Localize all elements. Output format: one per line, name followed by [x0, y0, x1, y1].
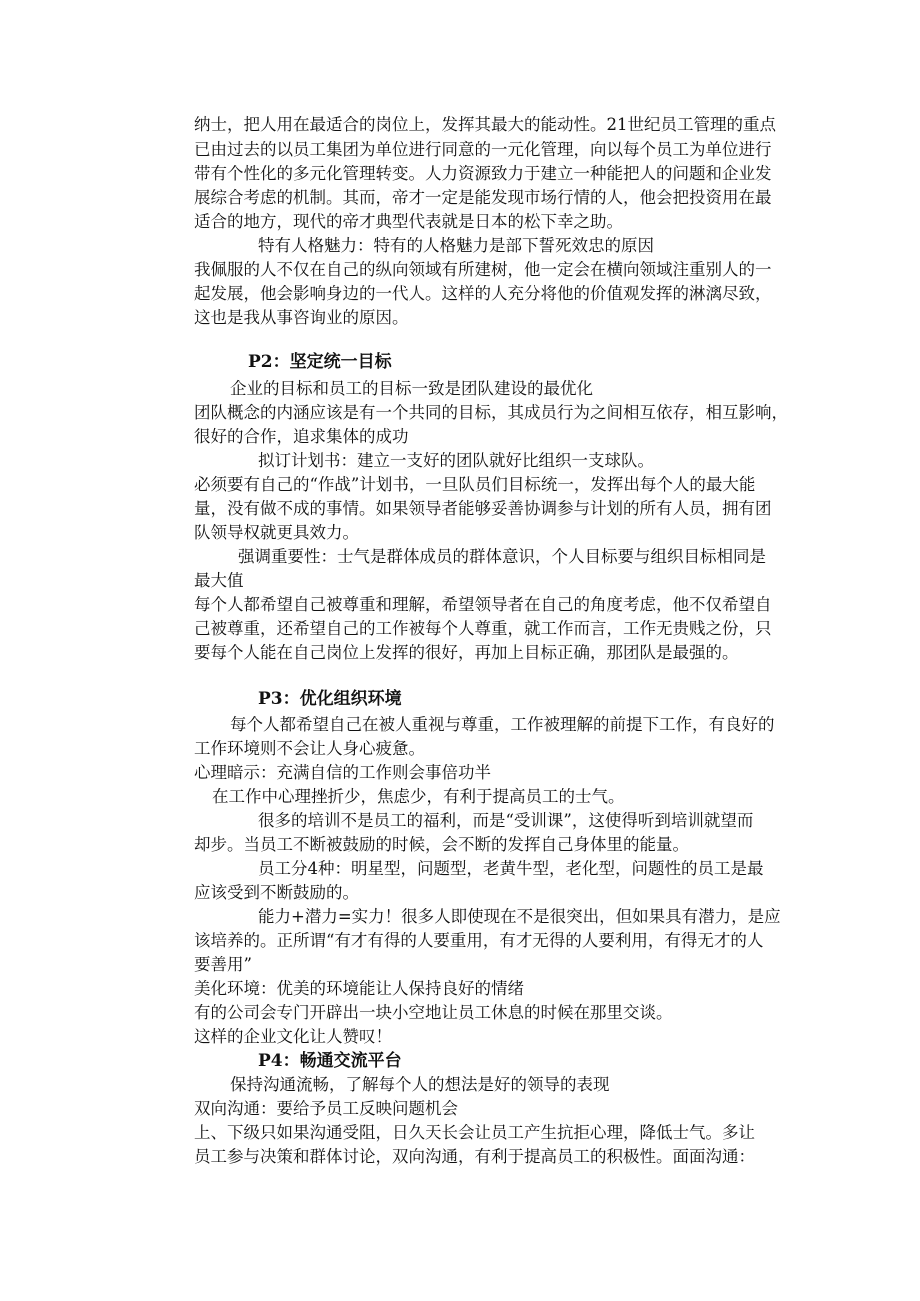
body-text-line: 队领导权就更具效力。: [194, 523, 359, 542]
body-text-line: 每个人都希望自己被尊重和理解，希望领导者在自己的角度考虑，他不仅希望自: [194, 595, 772, 614]
body-text-line: 心理暗示：充满自信的工作则会事倍功半: [194, 763, 491, 782]
body-text-line: 要每个人能在自己岗位上发挥的很好，再加上目标正确，那团队是最强的。: [194, 643, 739, 662]
body-text-line: 要善用”: [194, 955, 252, 974]
body-text-line: 员工分4种：明星型，问题型，老黄牛型，老化型，问题性的员工是最: [258, 859, 764, 878]
body-text-line: 企业的目标和员工的目标一致是团队建设的最优化: [230, 379, 593, 398]
body-text-line: 适合的地方，现代的帝才典型代表就是日本的松下幸之助。: [194, 212, 623, 231]
body-text-line: 很多的培训不是员工的福利，而是“受训课”，这使得听到培训就望而: [258, 811, 754, 830]
body-text-line: 能力+潜力=实力！很多人即使现在不是很突出，但如果具有潜力，是应: [258, 907, 781, 926]
body-text-line: 团队概念的内涵应该是有一个共同的目标，其成员行为之间相互依存，相互影响，: [194, 403, 788, 422]
body-text-line: 双向沟通：要给予员工反映问题机会: [194, 1099, 458, 1118]
body-text-line: 纳士，把人用在最适合的岗位上，发挥其最大的能动性。21世纪员工管理的重点: [194, 115, 776, 134]
body-text-line: 起发展，他会影响身边的一代人。这样的人充分将他的价值观发挥的淋漓尽致，: [194, 284, 772, 303]
body-text-line: 带有个性化的多元化管理转变。人力资源致力于建立一种能把人的问题和企业发: [194, 164, 772, 183]
body-text-line: 量，没有做不成的事情。如果领导者能够妥善协调参与计划的所有人员，拥有团: [194, 499, 772, 518]
body-text-line: 每个人都希望自己在被人重视与尊重，工作被理解的前提下工作，有良好的: [230, 715, 775, 734]
section-heading-p4: P4：畅通交流平台: [258, 1051, 402, 1071]
body-text-line: 上、下级只如果沟通受阻，日久天长会让员工产生抗拒心理，降低士气。多让: [194, 1123, 755, 1142]
body-text-line: 保持沟通流畅，了解每个人的想法是好的领导的表现: [230, 1075, 610, 1094]
body-text-line: 在工作中心理挫折少，焦虑少，有利于提高员工的士气。: [212, 787, 625, 806]
subheading-line: 强调重要性：士气是群体成员的群体意识，个人目标要与组织目标相同是: [238, 547, 766, 566]
body-text-line: 己被尊重，还希望自己的工作被每个人尊重，就工作而言，工作无贵贱之份，只: [194, 619, 772, 638]
body-text-line: 员工参与决策和群体讨论，双向沟通，有利于提高员工的积极性。面面沟通：: [194, 1147, 755, 1166]
body-text-line: 这样的企业文化让人赞叹！: [194, 1027, 392, 1046]
body-text-line: 我佩服的人不仅在自己的纵向领域有所建树，他一定会在横向领域注重别人的一: [194, 260, 772, 279]
body-text-line: 工作环境则不会让人身心疲惫。: [194, 739, 425, 758]
body-text-line: 却步。当员工不断被鼓励的时候，会不断的发挥自己身体里的能量。: [194, 835, 689, 854]
body-text-line: 应该受到不断鼓励的。: [194, 883, 359, 902]
body-text-line: 这也是我从事咨询业的原因。: [194, 308, 409, 327]
subheading-line: 特有人格魅力：特有的人格魅力是部下誓死效忠的原因: [258, 236, 654, 255]
body-text-line: 美化环境：优美的环境能让人保持良好的情绪: [194, 979, 524, 998]
body-text-line: 该培养的。正所谓“有才有得的人要重用，有才无得的人要利用，有得无才的人: [194, 931, 764, 950]
subheading-line: 拟订计划书：建立一支好的团队就好比组织一支球队。: [258, 451, 654, 470]
body-text-line: 已由过去的以员工集团为单位进行同意的一元化管理，向以每个员工为单位进行: [194, 140, 772, 159]
body-text-line: 有的公司会专门开辟出一块小空地让员工休息的时候在那里交谈。: [194, 1003, 673, 1022]
body-text-line: 很好的合作，追求集体的成功: [194, 427, 409, 446]
section-heading-p2: P2：坚定统一目标: [248, 352, 392, 372]
body-text-line: 必须要有自己的“作战”计划书，一旦队员们目标统一，发挥出每个人的最大能: [194, 475, 756, 494]
body-text-line: 展综合考虑的机制。其而，帝才一定是能发现市场行情的人，他会把投资用在最: [194, 188, 772, 207]
section-heading-p3: P3：优化组织环境: [258, 689, 402, 709]
body-text-line: 最大值: [194, 571, 244, 590]
